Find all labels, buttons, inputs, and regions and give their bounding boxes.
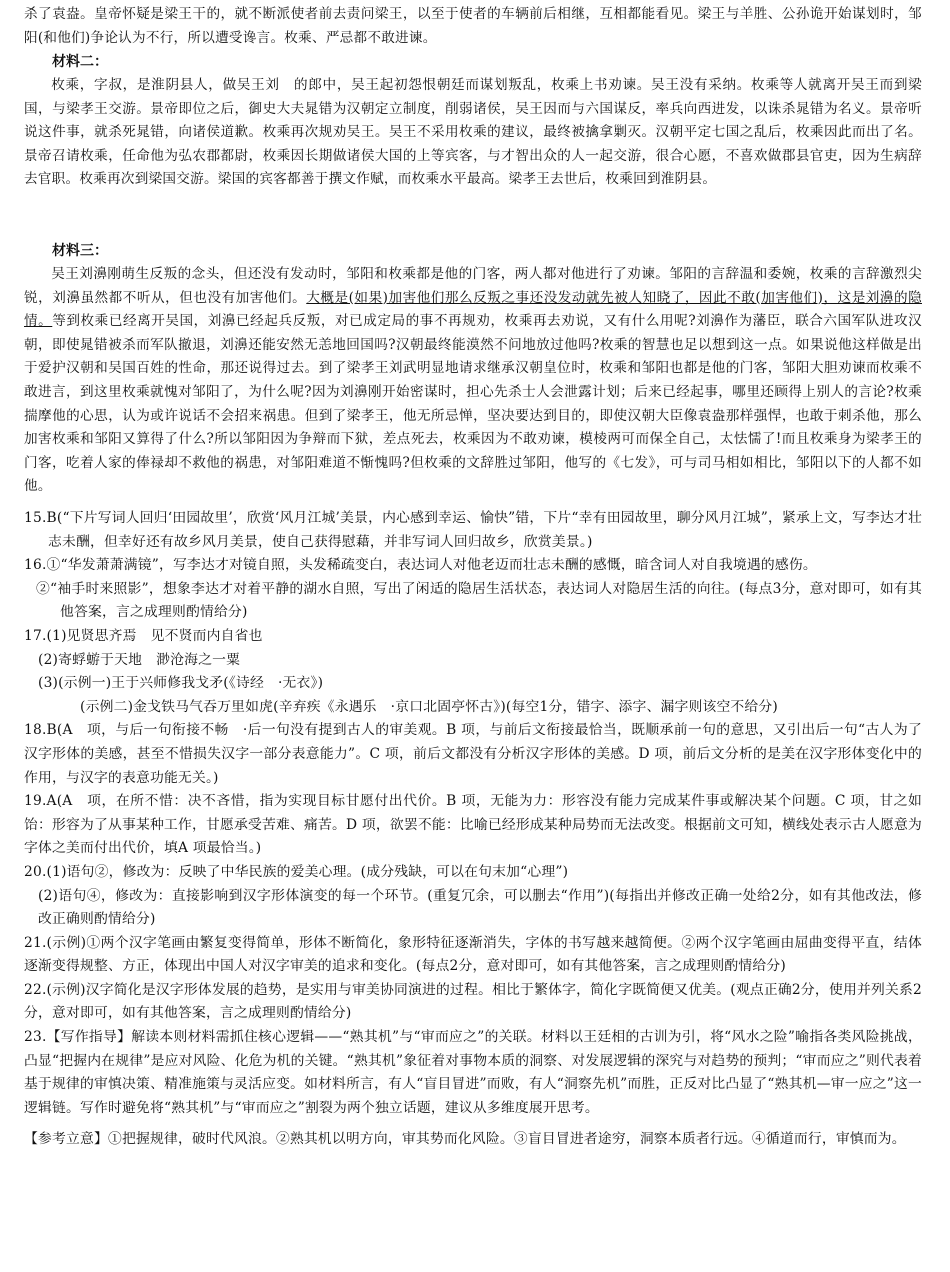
answer-17-item-3: (3)(示例一)王于兴师修我戈矛(《诗经 ·无衣》) xyxy=(38,675,324,692)
answer-22: 22.(示例)汉字简化是汉字形体发展的趋势，是实用与审美协同演进的过程。相比于繁体字，简化字既简便又优美。(观点正确2分，使用并列关系2分，意对即可，如有其他答案，言之成理则酌情给分) xyxy=(24,981,922,1022)
answer-23-guidance: 23.【写作指导】解读本则材料需抓住核心逻辑——“熟其机”与“审而应之”的关联。材料以王廷相的古训为引，将“风水之险”喻指各类风险挑战，凸显“把握内在规律”是应对风险、化危为机的关键。“熟其机”象征着对事物本质的洞察、对发展逻辑的深究与对趋势的预判；“审而应之”则代表着基于规律的审慎决策、精准施策与灵活应变。如材料所言，有人“盲目冒进”而败，有人“洞察先机”而胜，正反对比凸显了“熟其机—审一应之”这一逻辑链。写作时避免将“熟其机”与“审而应之”割裂为两个独立话题，建议从多维度展开思考。 xyxy=(24,1029,922,1116)
material2-body: 枚乘，字叔，是淮阴县人，做吴王刘 的郎中，吴王起初怨恨朝廷而谋划叛乱，枚乘上书劝谏。吴王没有采纳。枚乘等人就离开吴王而到梁国，与梁孝王交游。景帝即位之后，御史大夫晁错为汉朝定立制度，削弱诸侯，吴王因而与六国谋反，率兵向西进发，以诛杀晁错为名义。景帝听说这件事，就杀死晁错，向诸侯道歉。枚乘再次规劝吴王。吴王不采用枚乘的建议，最终被擒拿剿灭。汉朝平定七国之乱后，枚乘因此而出了名。景帝召请枚乘，任命他为弘农郡都尉，枚乘因长期做诸侯大国的上等宾客，与才智出众的人一起交游，很合心愿，不喜欢做郡县官吏，因为生病辞去官职。枚乘再次到梁国交游。梁国的宾客都善于撰文作赋，而枚乘水平最高。梁孝王去世后，枚乘回到淮阴县。 xyxy=(24,77,922,188)
material3-body xyxy=(24,263,922,499)
passage-intro: 杀了袁盎。皇帝怀疑是梁王干的，就不断派使者前去责问梁王，以至于使者的车辆前后相继，互相都能看见。梁王与羊胜、公孙诡开始谋划时，邹阳(和他们)争论认为不行，所以遭受谗言。枚乘、严忌都不敢进谏。 xyxy=(24,6,922,46)
answer-16-point-2: ②“袖手时来照影”，想象李达才对着平静的湖水自照，写出了闲适的隐居生活状态，表达词人对隐居生活的向往。(每点3分，意对即可，如有其他答案，言之成理则酌情给分) xyxy=(36,580,922,621)
answer-20-item-1: 20.(1)语句②，修改为：反映了中华民族的爱美心理。(成分残缺，可以在句末加“心理”) xyxy=(24,863,569,880)
answer-16-point-1: 16.①“华发萧萧满镜”，写李达才对镜自照，头发稀疏变白，表达词人对他老迈而壮志未酬的感慨，暗含词人对自我境遇的感伤。 xyxy=(24,557,817,574)
material3-text-before: 吴王刘濞刚萌生反叛的念头，但还没有发动时，邹阳和枚乘都是他的门客，两人都对他进行了劝谏。邹阳的言辞温和委婉，枚乘的言辞激烈尖锐，刘濞虽然都不听从，但也没有加害他们。 xyxy=(24,266,922,306)
answer-19: 19.A(A 项，在所不惜：决不吝惜，指为实现目标甘愿付出代价。B 项，无能为力：形容没有能力完成某件事或解决某个问题。C 项，甘之如饴：形容为了从事某种工作，甘愿承受苦难、痛苦。D 项，欲罢不能：比喻已经形成某种局势而无法改变。根据前文可知，横线处表示古人愿意为字体之美而付出代价，填A 项最恰当。) xyxy=(24,793,922,857)
answer-23-reference-themes: 【参考立意】①把握规律，破时代风浪。②熟其机以明方向，审其势而化风险。③盲目冒进者途穷，洞察本质者行远。④循道而行，审慎而为。 xyxy=(24,1131,906,1148)
answer-15: 15.B(“下片写词人回归‘田园故里’，欣赏‘风月江城’美景，内心感到幸运、愉快”错，下片“幸有田园故里，聊分风月江城”，紧承上文，写李达才壮志未酬，但幸好还有故乡风月美景，使自己获得慰藉，并非写词人回归故乡，欣赏美景。) xyxy=(24,510,922,550)
answer-21: 21.(示例)①两个汉字笔画由繁复变得简单，形体不断简化，象形特征逐渐消失，字体的书写越来越简便。②两个汉字笔画由屈曲变得平直，结体逐渐变得规整、方正，体现出中国人对汉字审美的追求和变化。(每点2分，意对即可，如有其他答案，言之成理则酌情给分) xyxy=(24,934,922,975)
answer-17-item-2: (2)寄蜉蝣于天地 渺沧海之一粟 xyxy=(38,651,241,668)
material2-title: 材料二： xyxy=(52,54,108,70)
material3-underlined-translation: 大概是(如果)加害他们那么反叛之事还没发动就先被人知晓了，因此不敢(加害他们)，这是刘濞的隐情。 xyxy=(24,289,922,330)
material3-title: 材料三： xyxy=(52,243,108,259)
answer-17-item-1: 17.(1)见贤思齐焉 见不贤而内自省也 xyxy=(24,627,263,644)
material3-text-after: 等到枚乘已经离开吴国，刘濞已经起兵反叛，对已成定局的事不再规劝，枚乘再去劝说，又有什么用呢?刘濞作为藩臣，联合六国军队进攻汉朝，即使晁错被杀而军队撤退，刘濞还能安然无恙地回国吗?汉朝最终能漠然不问地放过他吗?枚乘的智慧也足以想到这一点。如果说他这样做是出于爱护汉朝和吴国百姓的性命，那还说得过去。到了梁孝王刘武明显地请求继承汉朝皇位时，枚乘和邹阳也都是他的门客，邹阳大胆劝谏而枚乘不敢进言，到这里枚乘就愧对邹阳了，为什么呢?因为刘濞刚开始密谋时，担心先杀士人会泄露计划；后来已经起事，哪里还顾得上别人的言论?枚乘揣摩他的心思，认为或许说话不会招来祸患。但到了梁孝王，他无所忌惮，坚决要达到目的，即使汉朝大臣像袁盎那样强悍，也敢于刺杀他，那么加害枚乘和邹阳又算得了什么?所以邹阳因为争辩而下狱，差点死去，枚乘因为不敢劝谏，模棱两可而保全自己，太怯懦了!而且枚乘身为梁孝王的门客，吃着人家的俸禄却不救他的祸患，对邹阳难道不惭愧吗?但枚乘的文辞胜过邹阳，他写的《七发》，可与司马相如相比，邹阳以下的人都不如他。 xyxy=(24,313,922,495)
answer-20-item-2: (2)语句④，修改为：直接影响到汉字形体演变的每一个环节。(重复冗余，可以删去“作用”)(每指出并修改正确一处给2分，如有其他改法，修改正确则酌情给分) xyxy=(38,887,922,928)
answer-key xyxy=(24,507,922,1152)
answer-17-item-4: (示例二)金戈铁马气吞万里如虎(辛弃疾《永遇乐 ·京口北固亭怀古》)(每空1分，错字、添字、漏字则该空不给分) xyxy=(80,698,779,715)
answer-18: 18.B(A 项，与后一句衔接不畅 ·后一句没有提到古人的审美观。B 项，与前后文衔接最恰当，既顺承前一句的意思，又引出后一句“古人为了汉字形体的美感，甚至不惜损失汉字一部分表意能力”。C 项，前后文都没有分析汉字形体的美感。D 项，前后文分析的是美在汉字形体变化中的作用，与汉字的表意功能无关。) xyxy=(24,722,922,786)
